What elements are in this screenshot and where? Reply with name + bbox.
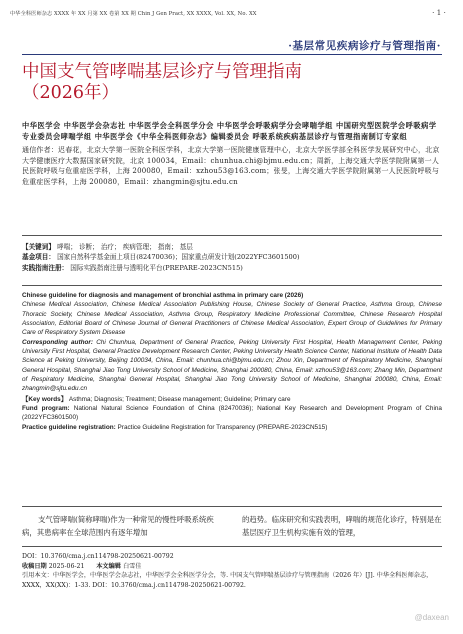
dates-line bbox=[22, 562, 442, 572]
citation: 引用本文：中华医学会，中华医学会杂志社，中华医学会全科医学分会，等. 中国支气管哮喘基层诊疗与管理指南（2026 年）[J]. 中华全科医师杂志，XXXX，XX(XX)：1-33. DOI：10.3760/cma.j.cn114798-20250621-00792. bbox=[22, 572, 433, 590]
body-text-right: 的趋势。临床研究和实践表明，哮喘的规范化诊疗，特别是在基层医疗卫生机构实施有效的管理， bbox=[242, 515, 442, 537]
english-registration bbox=[22, 423, 442, 432]
section-label: ·基层常见疾病诊疗与管理指南· bbox=[288, 40, 441, 52]
editor-name: 白雪佳 bbox=[122, 562, 142, 570]
english-fund-text: National Natural Science Foundation of China (82470036); National Key Research and Development Program of China (2022YFC3601500) bbox=[22, 405, 442, 422]
english-title: Chinese guideline for diagnosis and management of bronchial asthma in primary care (2026) bbox=[22, 292, 304, 299]
divider bbox=[22, 506, 442, 507]
english-reg-text: Practice Guideline Registration for Transparency (PREPARE-2023CN515) bbox=[117, 423, 328, 431]
cn-fund-text: 国家自然科学基金面上项目(82470036)；国家重点研发计划(2022YFC3601500) bbox=[57, 253, 300, 262]
cn-keywords bbox=[22, 242, 442, 252]
english-keywords bbox=[22, 395, 442, 404]
english-corr-label: Corresponding author: bbox=[22, 338, 93, 346]
cn-registration-label: 实践指南注册： bbox=[22, 263, 69, 272]
divider bbox=[22, 546, 442, 547]
body-text-left: 支气管哮喘(简称哮喘)作为一种常见的慢性呼吸系统疾病，其患病率在全球范围内有逐年增加 bbox=[22, 515, 214, 537]
title-line-2: （2026年） bbox=[22, 83, 120, 103]
english-kw-label: 【Key words】 bbox=[22, 395, 68, 403]
page-number: · 1 · bbox=[432, 9, 446, 17]
cn-fund bbox=[22, 252, 442, 262]
english-authors: Chinese Medical Association, Chinese Medical Association Publishing House, Chinese Society of General Practice, Asthma Group, Chinese Thoracic Society, Chinese Medical Association, Asthma Group, Respiratory Medicine Professional Committee, Chinese Research Hospital Association, Editorial Board of Chinese Journal of General Practitioners of Chinese Medical Association, Expert Group of Guidelines for Primary Care of Respiratory System Disease bbox=[22, 301, 442, 337]
cn-registration-text: 国际实践指南注册与透明化平台(PREPARE-2023CN515) bbox=[70, 263, 243, 272]
received-label: 收稿日期 bbox=[22, 562, 47, 570]
english-kw-text: Asthma; Diagnosis; Treatment; Disease management; Guideline; Primary care bbox=[68, 395, 291, 403]
editor-label: 本文编辑 bbox=[96, 562, 121, 570]
english-corr-text: Chi Chunhua, Department of General Practice, Peking University First Hospital, Health Management Center, Peking University First Hospital, General Practice Development Research Center, Peking University Health Science Center, National Institute of Health Data Science at Peking University, Beijing 100034, China, Email: chunhua.chi@bjmu.edu.cn; Zhou Xin, Department of Respiratory Medicine, Shanghai General Hospital, Shanghai Jiao Tong University School of Medicine, Shanghai 200080, China, Email: xzhou53@163.com; Zhang Min, Department of Respiratory Medicine, Shanghai General Hospital, Shanghai Jiao Tong University School of Medicine, Shanghai 200080, China, Email: zhangmin@sjtu.edu.cn bbox=[22, 338, 442, 393]
author-list: 中华医学会 中华医学会杂志社 中华医学会全科医学分会 中华医学会呼吸病学分会哮喘学组 中国研究型医院学会呼吸病学专业委员会哮喘学组 中华医学会《中华全科医师杂志》编辑委员会 呼吸系统疾病基层诊疗与管理指南制订专家组 bbox=[22, 121, 437, 141]
cn-keywords-label: 【关键词】 bbox=[22, 243, 55, 251]
correspondence: 通信作者：迟春花，北京大学第一医院全科医学科，北京大学第一医院健康管理中心，北京大学医学部全科医学发展研究中心，北京大学健康医疗大数据国家研究院，北京 100034，Email：chunhua.chi@bjmu.edu.cn；周新，上海交通大学医学院附属第一人民医院呼吸与危重症医学科，上海 200080，Email：xzhou53@163.com；张旻，上海交通大学医学院附属第一人民医院呼吸与危重症医学科，上海 200080，Email：zhangmin@sjtu.edu.cn bbox=[22, 146, 440, 187]
article-title bbox=[22, 62, 302, 104]
section-rule bbox=[22, 54, 442, 55]
english-abstract bbox=[22, 291, 442, 432]
running-header bbox=[10, 10, 454, 17]
divider bbox=[22, 285, 442, 286]
divider bbox=[22, 235, 442, 236]
running-header-text: 中华全科医师杂志 XXXX 年 XX 月第 XX 卷第 XX 期 Chin J Gen Pract, XX XXXX, Vol. XX, No. XX bbox=[10, 11, 257, 17]
cn-metadata bbox=[22, 242, 442, 273]
cn-registration bbox=[22, 263, 442, 273]
english-reg-label: Practice guideline registration: bbox=[22, 423, 116, 431]
doi[interactable]: DOI：10.3760/cma.j.cn114798-20250621-00792 bbox=[22, 553, 174, 560]
english-fund bbox=[22, 404, 442, 423]
cn-fund-label: 基金项目： bbox=[22, 253, 55, 262]
cn-keywords-text: 哮喘； 诊断； 治疗； 疾病管理； 指南； 基层 bbox=[57, 243, 193, 251]
english-correspondence bbox=[22, 338, 442, 394]
title-line-1: 中国支气管哮喘基层诊疗与管理指南 bbox=[22, 62, 302, 82]
english-fund-label: Fund program: bbox=[22, 405, 70, 413]
received-date: 2025-06-21 bbox=[48, 562, 85, 570]
article-footer bbox=[22, 552, 442, 591]
watermark: @daxean bbox=[414, 613, 449, 622]
